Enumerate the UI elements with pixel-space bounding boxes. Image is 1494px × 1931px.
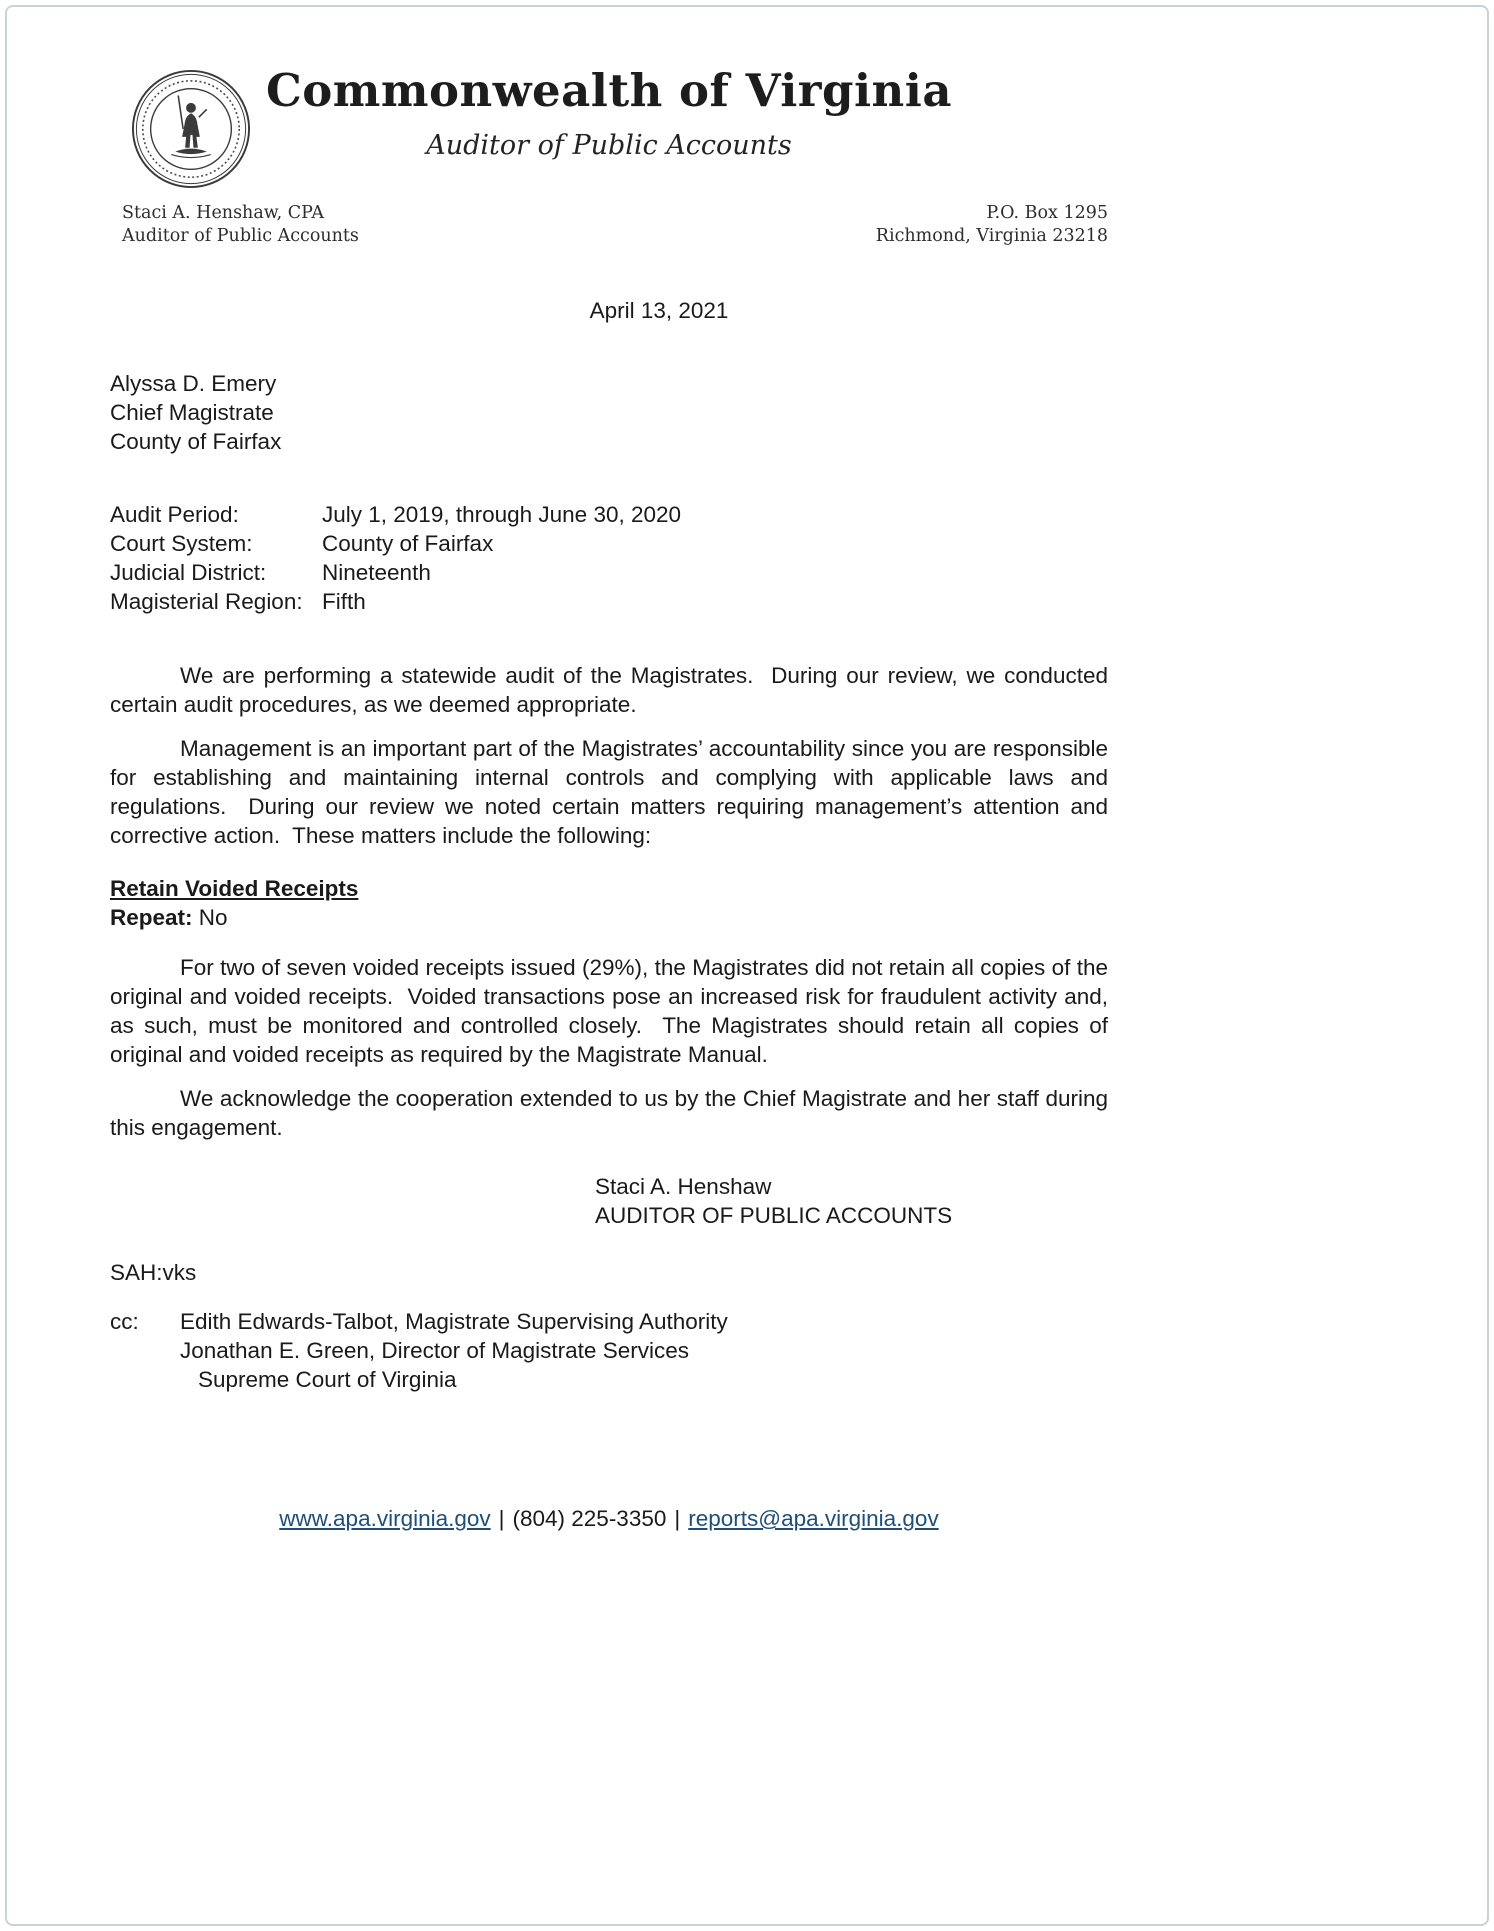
recipient-title: Chief Magistrate	[110, 400, 274, 425]
address-line-1: P.O. Box 1295	[986, 203, 1108, 223]
cc-label: cc:	[110, 1309, 139, 1334]
audit-details-table	[110, 500, 1108, 616]
phone-number: (804) 225-3350	[512, 1506, 667, 1531]
audit-detail-value: July 1, 2019, through June 30, 2020	[322, 502, 682, 527]
paragraph-management: Management is an important part of the Magistrates’ accountability since you are responsible for establishing and maintaining internal controls and complying with applicable laws and regulations. During our review we noted certain matters requiring management’s attention and corrective action. These matters include the following:	[110, 736, 1115, 848]
audit-detail-label: Judicial District:	[110, 560, 267, 585]
audit-detail-label: Audit Period:	[110, 502, 239, 527]
letterhead	[110, 66, 1108, 256]
letterhead-address-block	[876, 202, 1108, 248]
signature-block	[595, 1172, 1108, 1230]
repeat-value: No	[192, 905, 228, 930]
letter-body	[110, 296, 1115, 1533]
finding-heading-text: Retain Voided Receipts	[110, 876, 359, 901]
reference-initials: SAH:vks	[110, 1260, 197, 1285]
letterhead-subtitle: Auditor of Public Accounts	[426, 129, 792, 161]
letterhead-official-block	[122, 202, 359, 248]
letter-date: April 13, 2021	[589, 298, 729, 323]
finding-repeat-line	[110, 903, 1108, 932]
paragraph-finding-body: For two of seven voided receipts issued (29%), the Magistrates did not retain all copies of the original and voided receipts. Voided transactions pose an increased risk for fraudulent activity and, as such, must be monitored and controlled closely. The Magistrates should retain all copies of original and voided receipts as required by the Magistrate Manual.	[110, 955, 1115, 1067]
audit-detail-value: County of Fairfax	[322, 531, 494, 556]
virginia-state-seal	[130, 68, 252, 190]
footer-separator: |	[498, 1506, 505, 1531]
address-line-2: Richmond, Virginia 23218	[875, 226, 1108, 246]
audit-detail-label: Magisterial Region:	[110, 589, 303, 614]
footer	[110, 1504, 1108, 1533]
official-name: Staci A. Henshaw, CPA	[122, 203, 324, 223]
cc-name: Jonathan E. Green, Director of Magistrate Services	[180, 1338, 689, 1363]
cc-block	[110, 1307, 1108, 1394]
official-title: Auditor of Public Accounts	[122, 226, 359, 246]
signature-title: AUDITOR OF PUBLIC ACCOUNTS	[595, 1203, 953, 1228]
recipient-block	[110, 369, 1108, 456]
footer-separator: |	[674, 1506, 681, 1531]
finding-heading	[110, 874, 1108, 903]
signature-name: Staci A. Henshaw	[595, 1174, 772, 1199]
recipient-organization: County of Fairfax	[110, 429, 282, 454]
website-link[interactable]: www.apa.virginia.gov	[279, 1506, 491, 1531]
audit-detail-label: Court System:	[110, 531, 253, 556]
paragraph-closing: We acknowledge the cooperation extended to us by the Chief Magistrate and her staff during this engagement.	[110, 1086, 1115, 1140]
audit-detail-value: Fifth	[322, 589, 366, 614]
cc-names	[180, 1307, 1108, 1394]
cc-name: Edith Edwards-Talbot, Magistrate Supervising Authority	[180, 1309, 728, 1334]
cc-name: Supreme Court of Virginia	[198, 1367, 457, 1392]
repeat-label: Repeat:	[110, 905, 193, 930]
email-link[interactable]: reports@apa.virginia.gov	[688, 1506, 939, 1531]
paragraph-intro: We are performing a statewide audit of the Magistrates. During our review, we conducted certain audit procedures, as we deemed appropriate.	[110, 663, 1115, 717]
letterhead-title: Commonwealth of Virginia	[265, 64, 953, 117]
recipient-name: Alyssa D. Emery	[110, 371, 277, 396]
audit-detail-value: Nineteenth	[322, 560, 431, 585]
